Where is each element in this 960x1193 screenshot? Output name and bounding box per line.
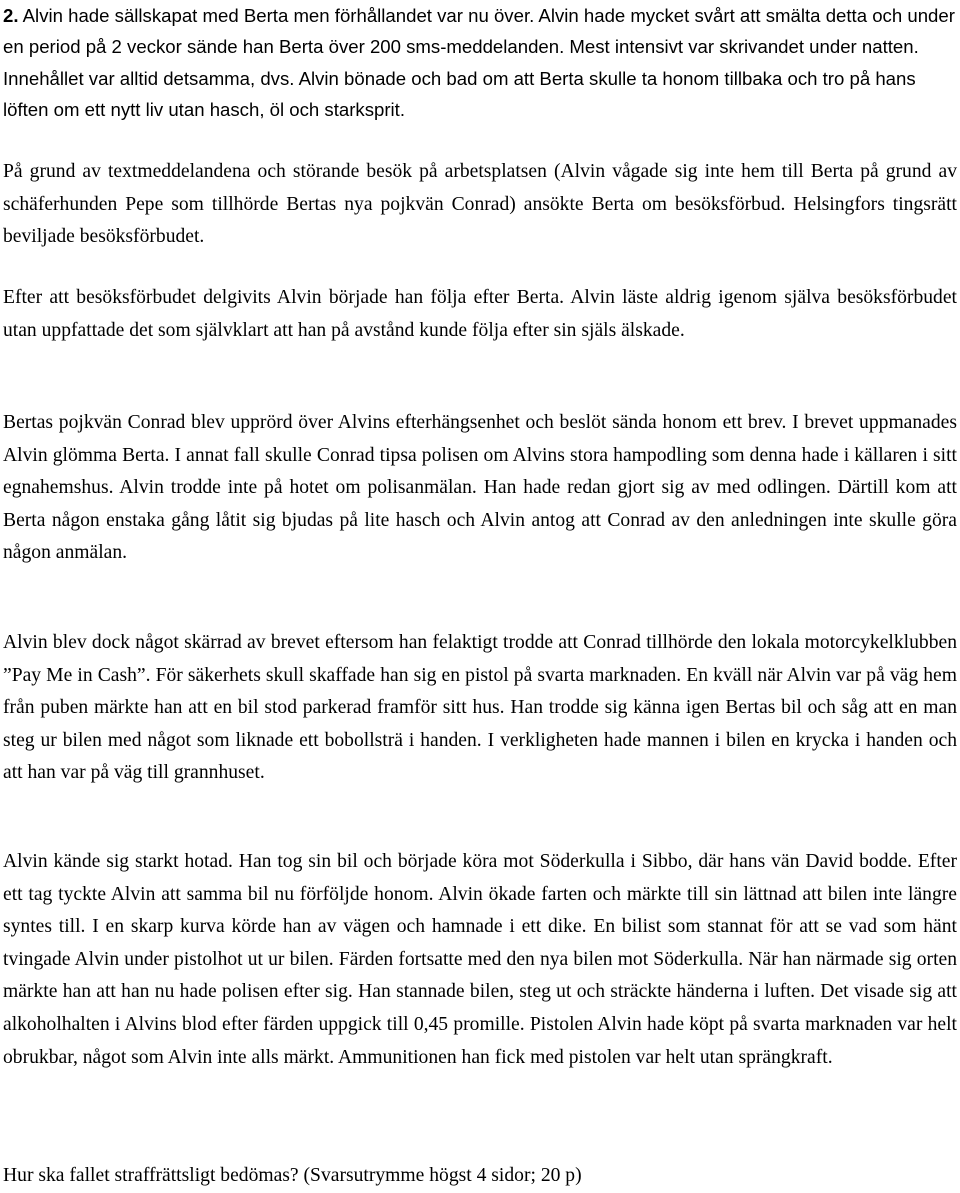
paragraph-3: Efter att besöksförbudet delgivits Alvin började han följa efter Berta. Alvin läste aldrig igenom själva besöksförbudet utan uppfattade det som självklart att han på avstånd kunde följa efter sin själs älskade. bbox=[3, 287, 957, 341]
paragraph-5: Alvin blev dock något skärrad av brevet eftersom han felaktigt trodde att Conrad tillhörde den lokala motorcykelklubben ”Pay Me in Cash”. För säkerhets skull skaffade han sig en pistol på svarta marknaden. En kväll när Alvin var på väg hem från puben märkte han att en bil stod parkerad framför sitt hus. Han trodde sig känna igen Bertas bil och såg att en man steg ur bilen med något som liknade ett bobollsträ i handen. I verkligheten hade mannen i bilen en krycka i handen och att han var på väg till grannhuset. bbox=[3, 632, 957, 784]
paragraph-4: Bertas pojkvän Conrad blev upprörd över Alvins efterhängsenhet och beslöt sända honom ett brev. I brevet uppmanades Alvin glömma Berta. I annat fall skulle Conrad tipsa polisen om Alvins stora hampodling som denna hade i källaren i sitt egnahemshus. Alvin trodde inte på hotet om polisanmälan. Han hade redan gjort sig av med odlingen. Därtill kom att Berta någon enstaka gång låtit sig bjudas på lite hasch och Alvin antog att Conrad av den anledningen inte skulle göra någon anmälan. bbox=[3, 412, 957, 564]
paragraph-6: Alvin kände sig starkt hotad. Han tog sin bil och började köra mot Söderkulla i Sibbo, där hans vän David bodde. Efter ett tag tyckte Alvin att samma bil nu förföljde honom. Alvin ökade farten och märkte till sin lättnad att bilen inte längre syntes till. I en skarp kurva körde han av vägen och hamnade i ett dike. En bilist som stannat för att se vad som hänt tvingade Alvin under pistolhot ut ur bilen. Färden fortsatte med den nya bilen mot Söderkulla. När han närmade sig orten märkte han att han nu hade polisen efter sig. Han stannade bilen, steg ut och sträckte händerna i luften. Det visade sig att alkoholhalten i Alvins blod efter färden uppgick till 0,45 promille. Pistolen Alvin hade köpt på svarta marknaden var helt obrukbar, något som Alvin inte alls märkt. Ammunitionen han fick med pistolen var helt utan sprängkraft. bbox=[3, 851, 957, 1068]
question-number: 2. bbox=[3, 5, 19, 26]
paragraph-intro bbox=[3, 0, 957, 125]
document-page bbox=[3, 0, 957, 1186]
paragraph-2: På grund av textmeddelandena och störande besök på arbetsplatsen (Alvin vågade sig inte hem till Berta på grund av schäferhunden Pepe som tillhörde Bertas nya pojkvän Conrad) ansökte Berta om besöksförbud. Helsingfors tingsrätt beviljade besöksförbudet. bbox=[3, 161, 957, 248]
paragraph-text: Alvin hade sällskapat med Berta men förhållandet var nu över. Alvin hade mycket svårt att smälta detta och under en period på 2 veckor sände han Berta över 200 sms-meddelanden. Mest intensivt var skrivandet under natten. Innehållet var alltid detsamma, dvs. Alvin bönade och bad om att Berta skulle ta honom tillbaka och tro på hans löften om ett nytt liv utan hasch, öl och starksprit. bbox=[3, 5, 955, 120]
question-prompt: Hur ska fallet straffrättsligt bedömas? (Svarsutrymme högst 4 sidor; 20 p) bbox=[3, 1165, 582, 1186]
